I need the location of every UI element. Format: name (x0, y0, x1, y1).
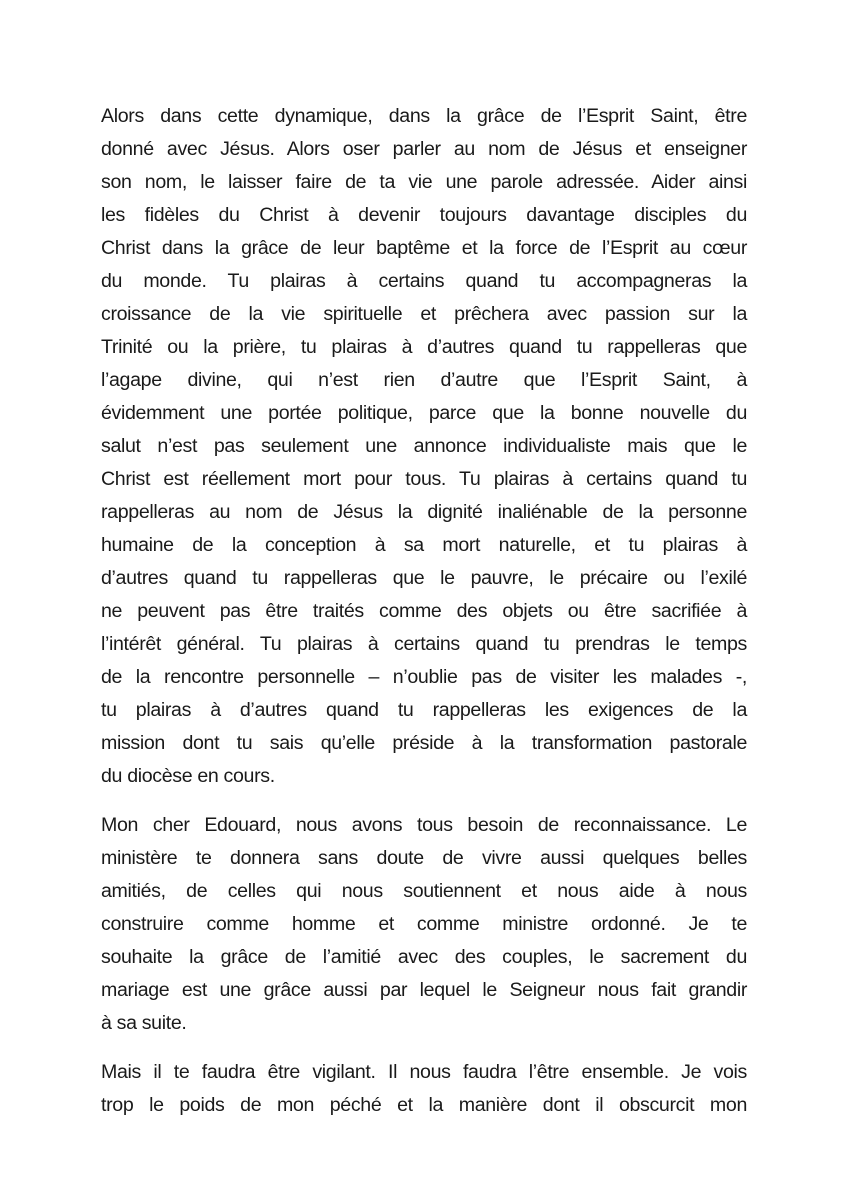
text-line: tu plairas à d’autres quand tu rappelleras les exigences de la (101, 699, 747, 721)
text-line: son nom, le laisser faire de ta vie une parole adressée. Aider ainsi (101, 171, 747, 193)
text-line: ne peuvent pas être traités comme des objets ou être sacrifiée à (101, 600, 747, 622)
text-line: Mon cher Edouard, nous avons tous besoin de reconnaissance. Le (101, 814, 747, 836)
text-line: à sa suite. (101, 1012, 187, 1034)
text-line: l’agape divine, qui n’est rien d’autre que l’Esprit Saint, à (101, 369, 747, 391)
text-line: de la rencontre personnelle – n’oublie pas de visiter les malades -, (101, 666, 747, 688)
paragraph-1 (101, 100, 747, 793)
text-line: construire comme homme et comme ministre ordonné. Je te (101, 913, 747, 935)
text-line: humaine de la conception à sa mort naturelle, et tu plairas à (101, 534, 747, 556)
text-line: rappelleras au nom de Jésus la dignité inaliénable de la personne (101, 501, 747, 523)
text-line: salut n’est pas seulement une annonce individualiste mais que le (101, 435, 747, 457)
text-line: amitiés, de celles qui nous soutiennent et nous aide à nous (101, 880, 747, 902)
text-line: l’intérêt général. Tu plairas à certains quand tu prendras le temps (101, 633, 747, 655)
text-line: ministère te donnera sans doute de vivre aussi quelques belles (101, 847, 747, 869)
text-line: donné avec Jésus. Alors oser parler au nom de Jésus et enseigner (101, 138, 747, 160)
text-line: mariage est une grâce aussi par lequel le Seigneur nous fait grandir (101, 979, 747, 1001)
paragraph-2 (101, 809, 747, 1040)
text-line: mission dont tu sais qu’elle préside à la transformation pastorale (101, 732, 747, 754)
text-line: les fidèles du Christ à devenir toujours davantage disciples du (101, 204, 747, 226)
document-page (101, 100, 747, 1138)
text-line: Christ est réellement mort pour tous. Tu plairas à certains quand tu (101, 468, 747, 490)
text-line: évidemment une portée politique, parce que la bonne nouvelle du (101, 402, 747, 424)
text-line: Mais il te faudra être vigilant. Il nous faudra l’être ensemble. Je vois (101, 1061, 747, 1083)
paragraph-3 (101, 1056, 747, 1122)
text-line: souhaite la grâce de l’amitié avec des couples, le sacrement du (101, 946, 747, 968)
text-line: d’autres quand tu rappelleras que le pauvre, le précaire ou l’exilé (101, 567, 747, 589)
text-line: Trinité ou la prière, tu plairas à d’autres quand tu rappelleras que (101, 336, 747, 358)
text-line: du diocèse en cours. (101, 765, 275, 787)
text-line: Alors dans cette dynamique, dans la grâce de l’Esprit Saint, être (101, 105, 747, 127)
text-line: trop le poids de mon péché et la manière dont il obscurcit mon (101, 1094, 747, 1116)
text-line: croissance de la vie spirituelle et prêchera avec passion sur la (101, 303, 747, 325)
text-line: Christ dans la grâce de leur baptême et la force de l’Esprit au cœur (101, 237, 747, 259)
text-line: du monde. Tu plairas à certains quand tu accompagneras la (101, 270, 747, 292)
